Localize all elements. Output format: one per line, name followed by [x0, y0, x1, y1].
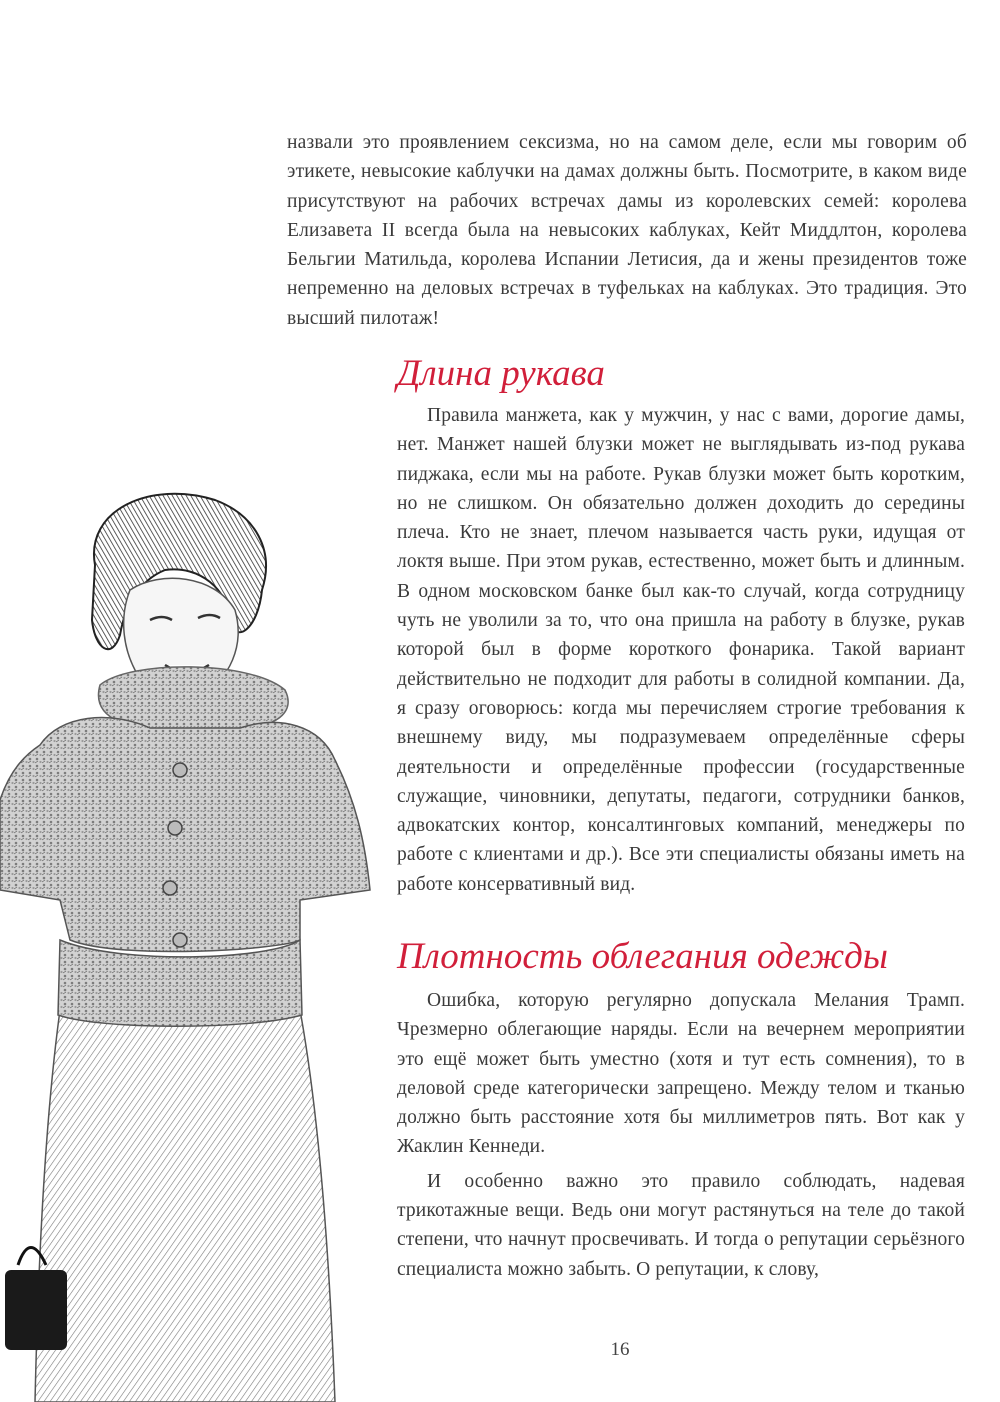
intro-paragraph: назвали это проявлением сексизма, но на самом деле, если мы говорим об этикете, невысокие каблучки на дамах должны быть. Посмотрите, в каком виде присутствуют на рабочих встречах дамы из королевских семей: королева Елизавета II всегда была на невысоких каблуках, Кейт Миддлтон, королева Бельгии Матильда, королева Испании Летисия, да и жены президентов тоже непременно на деловых встречах в туфельках на каблуках. Это традиция. Это высший пилотаж! [287, 132, 967, 329]
intro-text [287, 128, 967, 333]
section-body-sleeve-length [397, 401, 965, 899]
paragraph: Правила манжета, как у мужчин, у нас с вами, дорогие дамы, нет. Манжет нашей блузки может не выглядывать из-под рукава пиджака, если мы на работе. Рукав блузки может быть коротким, но не слишком. Он обязательно должен доходить до середины плеча. Кто не знает, плечом называется часть руки, идущая от локтя выше. При этом рукав, естественно, может быть и длинным. В одном московском банке был как-то случай, когда сотрудницу чуть не уволили за то, что она пришла на работу в блузке, рукав которой был в форме короткого фонарика. Такой вариант действительно не подходит для работы в солидной компании. Да, я сразу оговорюсь: когда мы перечисляем строгие требования к внешнему виду, мы подразумеваем определённые сферы деятельности и определённые профессии (государственные служащие, чиновники, депутаты, педагоги, сотрудники банков, адвокатских контор, консалтинговых компаний, менеджеры по работе с клиентами и др.). Все эти специалисты обязаны иметь на работе консервативный вид. [397, 405, 965, 895]
paragraph: Ошибка, которую регулярно допускала Мелания Трамп. Чрезмерно облегающие наряды. Если на вечернем мероприятии это ещё может быть уместно (хотя и тут есть сомнения), то в деловой среде категорически запрещено. Между телом и тканью должно быть расстояние хотя бы миллиметров пять. Вот как у Жаклин Кеннеди. [397, 990, 965, 1158]
page-number: 16 [610, 1339, 630, 1360]
section-heading-fit: Плотность облегания одежды [397, 936, 888, 977]
skirt-shape [35, 1010, 335, 1402]
handbag-shape [5, 1270, 67, 1350]
jacket-shape [0, 718, 370, 952]
paragraph: И особенно важно это правило соблюдать, надевая трикотажные вещи. Ведь они могут растянуться на теле до такой степени, что начнут просвечивать. И тогда о репутации серьёзного специалиста можно забыть. О репутации, к слову, [397, 1170, 965, 1280]
section-body-fit [397, 986, 965, 1284]
section-heading-sleeve-length: Длина рукава [397, 353, 605, 394]
woman-illustration [0, 470, 395, 1402]
